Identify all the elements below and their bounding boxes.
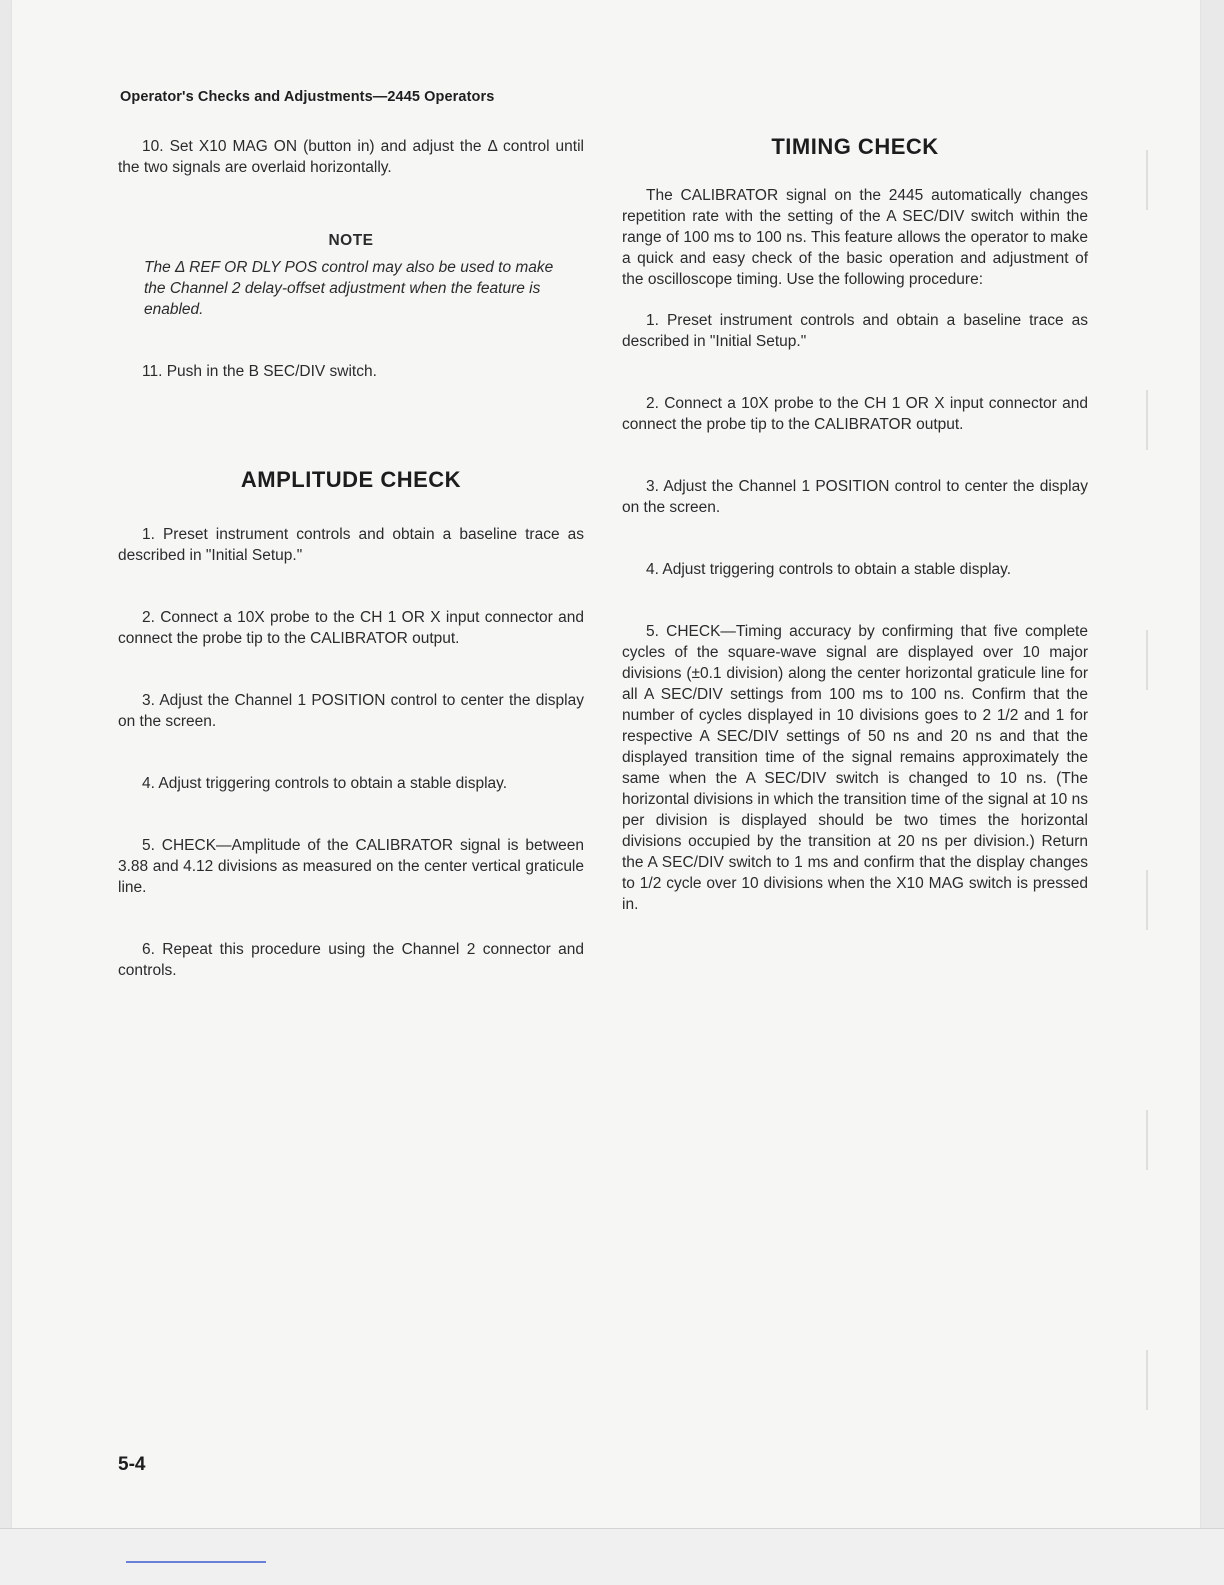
amplitude-step-4: 4. Adjust triggering controls to obtain a stable display. [142,775,508,792]
timing-intro: The CALIBRATOR signal on the 2445 automatically changes repetition rate with the setting of the A SEC/DIV switch within the range of 100 ms to 100 ns. This feature allows the operator to make a quick and easy check of the basic operation and adjustment of the oscilloscope timing. Use the following procedure: [622,187,1088,288]
right-column [622,136,1088,915]
timing-step-1: 1. Preset instrument controls and obtain a baseline trace as described in "Initial Setup." [622,312,1088,350]
scan-edge-marks [1146,60,1148,1480]
left-column [118,136,584,981]
bottom-margin-strip [0,1528,1224,1585]
timing-step-2: 2. Connect a 10X probe to the CH 1 OR X input connector and connect the probe tip to the CALIBRATOR output. [622,395,1088,433]
step-10: 10. Set X10 MAG ON (button in) and adjust the Δ control until the two signals are overlaid horizontally. [118,138,584,176]
amplitude-step-6: 6. Repeat this procedure using the Channel 2 connector and controls. [118,941,584,979]
document-page [12,0,1200,1528]
note-text: The Δ REF OR DLY POS control may also be used to make the Channel 2 delay-offset adjustment when the feature is enabled. [144,259,554,318]
bottom-underline-mark [126,1561,266,1563]
note-title: NOTE [328,232,374,249]
amplitude-step-1: 1. Preset instrument controls and obtain a baseline trace as described in "Initial Setup." [118,526,584,564]
timing-check-heading: TIMING CHECK [771,134,939,159]
timing-step-5: 5. CHECK—Timing accuracy by confirming that five complete cycles of the square-wave signal are displayed over 10 major divisions (±0.1 division) along the center horizontal graticule line for all A SEC/DIV settings from 100 ms to 100 ns. Confirm that the number of cycles displayed in 10 divisions goes to 2 1/2 and 1 for respective A SEC/DIV settings of 50 ns and 20 ns and that the displayed transition time of the signal remains approximately the same when the A SEC/DIV switch is changed to 10 ns. (The horizontal divisions in which the transition time of the signal at 10 ns per division is displayed should be two times the horizontal divisions occupied by the transition at 20 ns per division.) Return the A SEC/DIV switch to 1 ms and confirm that the display changes to 1/2 cycle over 10 divisions when the X10 MAG switch is pressed in. [622,623,1088,913]
step-11: 11. Push in the B SEC/DIV switch. [142,363,377,380]
timing-step-4: 4. Adjust triggering controls to obtain a stable display. [646,561,1012,578]
amplitude-check-heading: AMPLITUDE CHECK [240,467,462,492]
timing-step-3: 3. Adjust the Channel 1 POSITION control to center the display on the screen. [622,478,1088,516]
amplitude-step-3: 3. Adjust the Channel 1 POSITION control to center the display on the screen. [118,692,584,730]
page-number: 5-4 [118,1454,146,1475]
amplitude-step-2: 2. Connect a 10X probe to the CH 1 OR X input connector and connect the probe tip to the CALIBRATOR output. [118,609,584,647]
running-head: Operator's Checks and Adjustments—2445 Operators [120,89,495,105]
amplitude-step-5: 5. CHECK—Amplitude of the CALIBRATOR signal is between 3.88 and 4.12 divisions as measured on the center vertical graticule line. [118,837,584,896]
